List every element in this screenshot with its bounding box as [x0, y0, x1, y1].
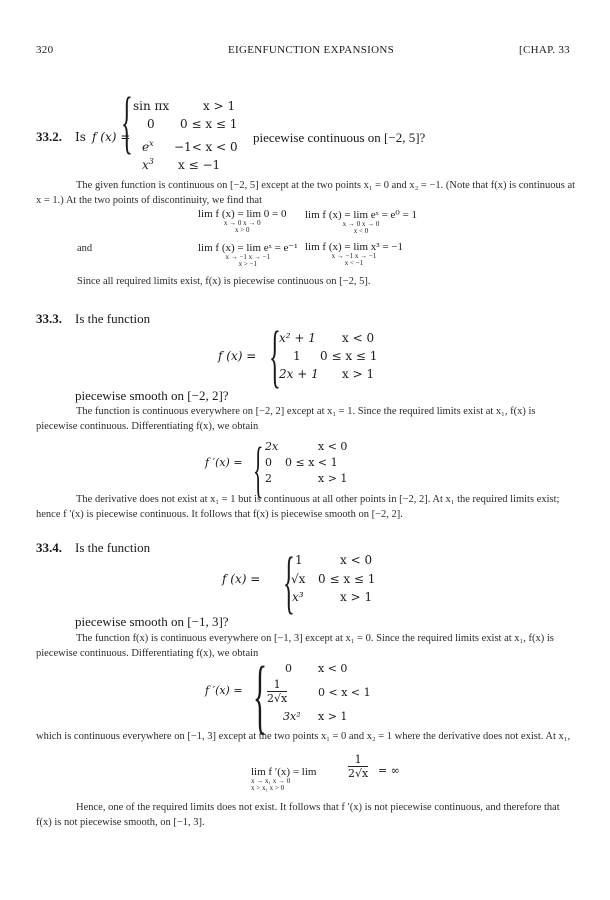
- case-cond: x < 0: [318, 662, 348, 675]
- paragraph: Hence, one of the required limits does not exist. It follows that f ′(x) is not piecewise continuous, and therefore that f(x) is not piecewise smooth, on [−1, 3].: [36, 802, 560, 828]
- case-cond: x < 0: [340, 553, 373, 567]
- paragraph: The given function is continuous on [−2, 5] except at the two points x₁ = 0 and x₂ = −1. (Note that f(x) is continuous at x = 1.) At the two points of discontinuity, we find that: [36, 180, 576, 206]
- case-cond: x > 1: [340, 590, 373, 604]
- page-number: 320: [36, 44, 54, 56]
- case-expr: 2x: [265, 440, 279, 453]
- case-cond: x > 1: [318, 710, 348, 723]
- case-cond: 0 ≤ x ≤ 1: [180, 117, 238, 131]
- case-cond: 0 ≤ x ≤ 1: [320, 349, 378, 363]
- function-label: f (x) =: [222, 572, 261, 586]
- paragraph: Since all required limits exist, f(x) is piecewise continuous on [−2, 5].: [77, 276, 371, 287]
- question-text: Is the function: [75, 311, 151, 326]
- case-expr: 0: [265, 456, 272, 469]
- left-brace: {: [253, 650, 268, 743]
- case-expr: x² + 1: [279, 331, 316, 345]
- left-brace: {: [253, 436, 264, 504]
- function-label: f (x) =: [218, 349, 257, 363]
- case-expr: √x: [291, 572, 306, 586]
- left-brace: {: [269, 318, 281, 395]
- case-cond: x < 0: [342, 331, 375, 345]
- limit-expression: lim f ′(x) = lim x → x₁ x → 0 x > x₁ x > 0: [251, 766, 317, 792]
- running-title: EIGENFUNCTION EXPANSIONS: [228, 44, 394, 56]
- case-cond: x > 1: [203, 99, 236, 113]
- case-cond: x > 1: [318, 472, 348, 485]
- chapter-label: [CHAP. 33: [519, 44, 570, 56]
- paragraph: The function f(x) is continuous everywhere on [−1, 3] except at x₁ = 0. Since the required limits exist at x₁, f(x) is piecewise continuous. Differentiating f(x), we obtain: [36, 633, 554, 659]
- limit-result: = ∞: [378, 764, 400, 777]
- limit-expression: lim f (x) = lim 0 = 0 x → 0 x → 0 x > 0: [198, 208, 287, 234]
- limit-expression: lim f (x) = lim x³ = −1 x → −1 x → −1 x < −1: [305, 241, 403, 267]
- and-label: and: [77, 243, 93, 254]
- fraction: $\frac{1}{2√x}$: [267, 678, 288, 705]
- paragraph: The function is continuous everywhere on [−2, 2] except at x₁ = 1. Since the required limits exist at x₁, f(x) is piecewise continuous. Differentiating f(x), we obtain: [36, 406, 536, 432]
- case-cond: x > 1: [342, 367, 375, 381]
- case-expr: 2: [265, 472, 272, 485]
- paragraph: which is continuous everywhere on [−1, 3] except at the two points x₁ = 0 and x₂ = 1 where the derivative does not exist. At x₁,: [36, 731, 571, 742]
- derivative-label: f ′(x) =: [205, 684, 243, 697]
- case-expr: $e^x$: [142, 139, 154, 154]
- question-text: Is the function: [75, 540, 151, 555]
- case-expr: 1: [293, 349, 301, 363]
- case-cond: −1< x < 0: [174, 140, 238, 154]
- case-cond: 0 ≤ x ≤ 1: [318, 572, 376, 586]
- case-cond: x < 0: [318, 440, 348, 453]
- case-expr: 2x + 1: [279, 367, 319, 381]
- function-label: f (x) =: [92, 130, 131, 144]
- problem-number: 33.4.: [36, 540, 62, 555]
- limit-expression: lim f (x) = lim eˣ = e⁰ = 1 x → 0 x → 0 x < 0: [305, 209, 418, 235]
- case-cond: 0 ≤ x < 1: [285, 456, 338, 469]
- case-expr: 1: [295, 553, 303, 567]
- derivative-label: f ′(x) =: [205, 456, 243, 469]
- case-expr: x³: [292, 590, 304, 604]
- question-tail: piecewise smooth on [−1, 3]?: [75, 614, 229, 629]
- case-expr: 0: [285, 662, 292, 675]
- case-expr: sin πx: [133, 99, 170, 113]
- question-tail: piecewise smooth on [−2, 2]?: [75, 388, 229, 403]
- question-tail: piecewise continuous on [−2, 5]?: [253, 130, 426, 145]
- case-expr: 3x²: [283, 710, 301, 723]
- problem-number: 33.3.: [36, 311, 62, 326]
- paragraph: The derivative does not exist at x₁ = 1 but is continuous at all other points in [−2, 2]. At x₁ the required limits exist; hence f ′(x) is piecewise continuous. It follows that f(x) is piecewise smooth on [−2, 2].: [36, 494, 560, 520]
- fraction: $\frac{1}{2√x}$: [348, 753, 369, 780]
- case-cond: 0 < x < 1: [318, 686, 371, 699]
- problem-number: 33.2.: [36, 129, 62, 144]
- case-expr: 0: [147, 117, 155, 131]
- limit-expression: lim f (x) = lim eˣ = e⁻¹ x → −1 x → −1 x > −1: [198, 242, 298, 268]
- left-brace: {: [283, 544, 295, 621]
- problem-lead: Is: [75, 130, 86, 144]
- left-brace: {: [121, 84, 133, 161]
- case-expr: $x^3$: [142, 157, 154, 172]
- case-cond: x ≤ −1: [178, 158, 221, 172]
